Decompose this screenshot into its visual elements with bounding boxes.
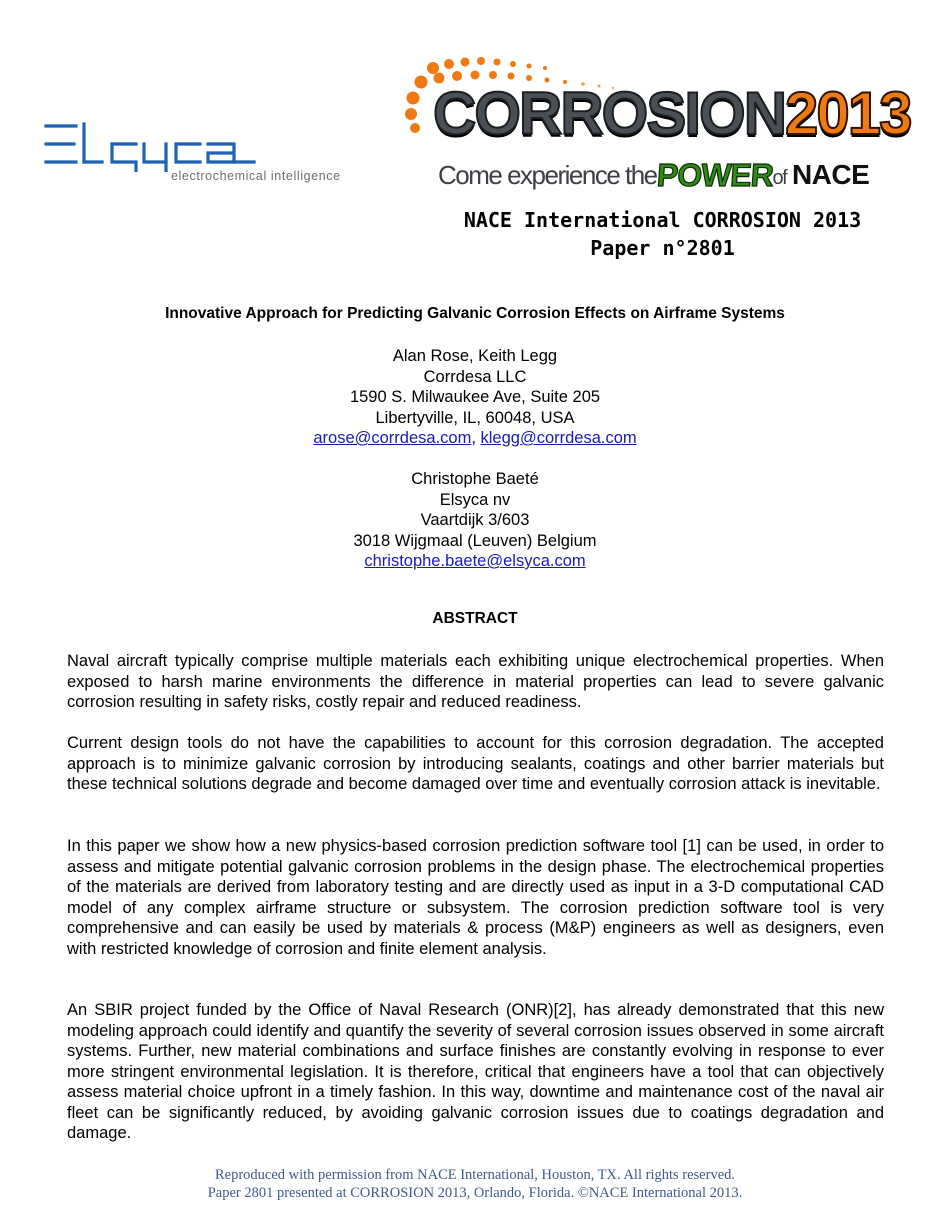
- paper-number: Paper n°2801: [590, 236, 735, 260]
- author-org: Corrdesa LLC: [423, 367, 527, 386]
- elsyca-tagline: electrochemical intelligence: [171, 169, 341, 183]
- corrosion-logo-slogan: [438, 159, 869, 191]
- author-emails: [0, 428, 950, 449]
- corrosion-logo-title: [433, 80, 911, 147]
- abstract-heading: ABSTRACT: [432, 610, 518, 627]
- corrosion-2013-logo: [403, 56, 911, 196]
- email-link-baete[interactable]: christophe.baete@elsyca.com: [364, 552, 586, 570]
- abstract-paragraph-4: An SBIR project funded by the Office of Naval Research (ONR)[2], has already demonstrated that this new modeling approach could identify and quantify the severity of several corrosion issues observed in some aircraft systems. Further, new material combinations and surface finishes are constantly evolving in response to ever more stringent environmental legislation. It is therefore, critical that engineers have a tool that can objectively assess material choice upfront in a timely fashion. In this way, downtime and maintenance cost of the naval air fleet can be significantly reduced, by avoiding galvanic corrosion issues due to coatings degradation and damage.: [67, 1001, 884, 1142]
- footer-line-1: Reproduced with permission from NACE International, Houston, TX. All rights reserved.: [214, 1167, 736, 1183]
- corrosion-logo-word: CORROSION: [433, 80, 786, 147]
- abstract-paragraph-3: In this paper we show how a new physics-based corrosion prediction software tool [1] can be used, in order to assess and mitigate potential galvanic corrosion problems in the design phase. The electrochemical properties of the materials are derived from laboratory testing and are directly used as input in a 3-D computational CAD model of any complex airframe structure or subsystem. The corrosion prediction software tool is very comprehensive and can easily be used by materials & process (M&P) engineers as well as designers, even with restricted knowledge of corrosion and finite element analysis.: [67, 837, 884, 958]
- conference-name: NACE International CORROSION 2013: [463, 208, 862, 232]
- slogan-power: POWER: [655, 157, 774, 193]
- email-separator: ,: [471, 429, 481, 447]
- author-org: Elsyca nv: [439, 490, 511, 509]
- footer-line-2: Paper 2801 presented at CORROSION 2013, Orlando, Florida. ©NACE International 2013.: [207, 1185, 743, 1201]
- elsyca-logo: [44, 122, 354, 184]
- abstract-paragraph-2: Current design tools do not have the capabilities to account for this corrosion degradation. The accepted approach is to minimize galvanic corrosion by introducing sealants, coatings and other barrier materials but these technical solutions degrade and become damaged over time and eventually corrosion attack is inevitable.: [67, 734, 884, 793]
- author-address-2: Libertyville, IL, 60048, USA: [375, 408, 575, 427]
- abstract-paragraph-1: Naval aircraft typically comprise multiple materials each exhibiting unique electrochemical properties. When exposed to harsh marine environments the difference in material properties can lead to severe galvanic corrosion resulting in safety risks, costly repair and reduced readiness.: [67, 652, 884, 711]
- slogan-nace: NACE: [791, 159, 870, 190]
- slogan-of: of: [772, 167, 787, 189]
- author-names: Christophe Baeté: [411, 470, 539, 488]
- author-address-2: 3018 Wijgmaal (Leuven) Belgium: [353, 531, 597, 550]
- author-block-2: [0, 469, 950, 572]
- paper-title: Innovative Approach for Predicting Galvanic Corrosion Effects on Airframe Systems: [165, 305, 785, 322]
- corrosion-logo-year: 2013: [785, 80, 911, 147]
- author-block-1: [0, 346, 950, 449]
- email-link-arose[interactable]: arose@corrdesa.com: [313, 429, 472, 447]
- author-emails: [0, 551, 950, 572]
- elsyca-wordmark-graphic: [44, 122, 274, 172]
- author-address-1: 1590 S. Milwaukee Ave, Suite 205: [349, 388, 601, 406]
- author-address-1: Vaartdijk 3/603: [420, 511, 530, 529]
- slogan-lead: Come experience the: [438, 160, 657, 190]
- email-link-klegg[interactable]: klegg@corrdesa.com: [480, 429, 637, 447]
- author-names: Alan Rose, Keith Legg: [392, 347, 558, 365]
